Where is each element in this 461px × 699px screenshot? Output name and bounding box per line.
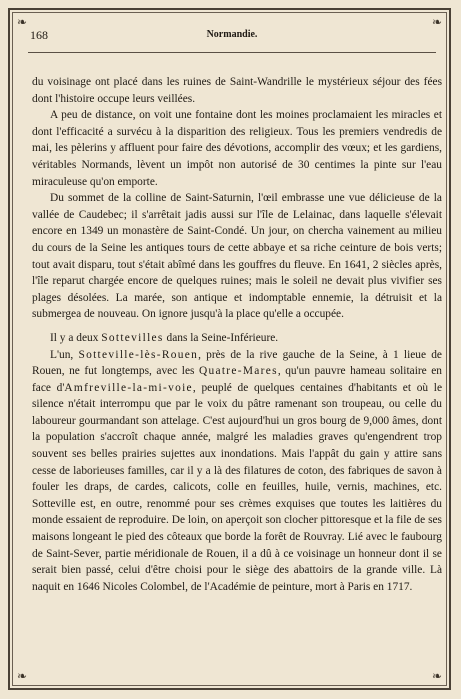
page-header: [26, 28, 438, 46]
corner-ornament-icon: ❧: [16, 669, 28, 683]
paragraph: [32, 74, 442, 107]
text-run: L'un,: [50, 348, 79, 361]
text-run: , peuplé de quelques centaines d'habitants et où le silence n'était interrompu que par le voix du pâtre ramenant son troupeau, ou celle du laboureur gourmandant son attelage. C'est aujourd'hui un gros bourg de 9,000 âmes, dont la population s'accroît chaque année, malgré les maladies graves qu'engendrent trop souvent ses belles prairies sujettes aux inondations. Mais l'appât du gain y attire sans cesse de laborieuses familles, car il y a là des filatures de coton, des fabriques de savon à fouler les draps, de cardes, calicots, colle en feuilles, huile, vernis, machines, etc. Sotteville est, en outre, renommé pour ses crèmes exquises que toutes les laitières du monde essaient de reproduire. De loin, on aperçoit son clocher pittoresque et la file de ses maisons longeant le pied des côteaux que borde la forêt de Rouvray. Lié avec le faubourg de Saint-Sever, partie méridionale de Rouen, il a dû à ce voisinage un honneur dont il se serait bien passé, celui d'être choisi pour le siège des abattoirs de la grande ville. Là naquit en 1646 Nicoles Colombel, de l'Académie de peinture, mort à Paris en 1717.: [32, 381, 442, 593]
paragraph: [32, 107, 442, 190]
running-head: Normandie.: [206, 29, 258, 40]
body-text: [32, 74, 442, 595]
paragraph: [32, 330, 442, 347]
place-name: Sottevilles: [101, 331, 164, 344]
text-run: dans la Seine-Inférieure.: [163, 331, 279, 344]
place-name: Quatre-Mares: [198, 365, 278, 378]
corner-ornament-icon: ❧: [16, 15, 28, 29]
text-run: , qu'un pauvre hameau solitaire en face d': [32, 365, 442, 394]
corner-ornament-icon: ❧: [431, 669, 443, 683]
corner-ornament-icon: ❧: [431, 15, 443, 29]
paragraph: [32, 190, 442, 323]
place-name: Amfreville-la-mi-voie: [64, 381, 193, 394]
text-run: Du sommet de la colline de Saint-Saturnin, l'œil embrasse une vue délicieuse de la vallée de Caudebec; il s'arrêtait jadis aussi sur l'île de Lelainac, dans laquelle s'élevait encore en 1349 un monastère de Saint-Condé. Un jour, on chercha vainement au milieu du cours de la Seine les antiques tours de cette abbaye et sa riche ceinture de bois verts; tout avait disparu, tout s'était abîmé dans les gouffres du fleuve. En 1641, 2 siècles après, l'île reparut chargée encore de quelques ruines; mais le soleil ne devait plus vivifier ses plages désolées. La marée, son antique et indomptable ennemie, la détruisit et la submergea de nouveau. On ignore jusqu'à la place qu'elle a occupée.: [32, 192, 442, 321]
page-number: 168: [30, 28, 48, 42]
header-rule: [28, 52, 436, 53]
text-run: Il y a deux: [50, 331, 102, 344]
text-run: , près de la rive gauche de la Seine, à 1 lieue de Rouen, ne fut longtemps, avec les: [32, 348, 442, 378]
text-run: A peu de distance, on voit une fontaine dont les moines proclamaient les miracles et dont l'efficacité a survécu à la disparition des religieux. Tous les premiers vendredis de mai, les pèlerins y affluent pour faire des dévotions, accomplir des vœux; et les gardiens, véritables Normands, lèvent un impôt non autorisé de 30 centimes la pinte sur l'eau miraculeuse qu'on emporte.: [32, 109, 442, 188]
text-run: du voisinage ont placé dans les ruines de Saint-Wandrille le mystérieux séjour des fées dont l'histoire occupe leurs veillées.: [32, 76, 442, 105]
place-name: Sotteville-lès-Rouen: [78, 348, 199, 361]
paragraph: [32, 347, 442, 596]
